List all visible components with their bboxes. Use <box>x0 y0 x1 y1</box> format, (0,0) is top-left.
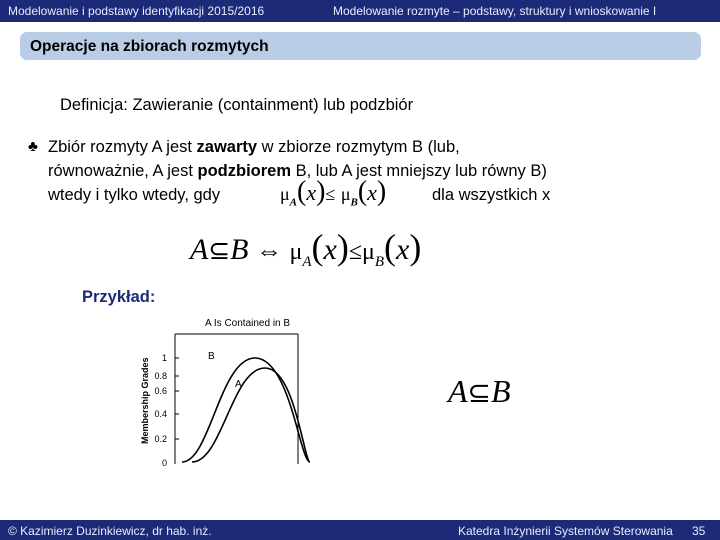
page-number: 35 <box>692 524 706 538</box>
inline-membership-inequality: $\mu_A(x)\le \mu_B(x)$ <box>280 176 387 209</box>
curve-a <box>192 368 310 462</box>
y-tick-0.4: 0.4 <box>154 409 167 419</box>
club-bullet-icon: ♣ <box>28 138 38 155</box>
header-bar <box>0 0 720 22</box>
slide-title: Operacje na zbiorach rozmytych <box>30 38 269 55</box>
definition-text: Definicja: Zawieranie (containment) lub podzbiór <box>60 96 414 114</box>
slide-title-box <box>20 32 701 60</box>
footer-bar <box>0 520 720 540</box>
curve-b <box>182 358 310 462</box>
containment-equivalence-formula: A⊆B ⇔ $\mu_A(x)\le\mu_B(x)$ <box>190 227 422 270</box>
bullet-line-1: Zbiór rozmyty A jest zawarty w zbiorze rozmytym B (lub, <box>48 138 460 156</box>
curve-label-b: B <box>208 351 215 362</box>
keyword-podzbiorem: podzbiorem <box>197 162 291 180</box>
figure-title: A Is Contained in B <box>205 318 291 329</box>
bullet-line-3-end: dla wszystkich x <box>432 186 551 204</box>
y-tick-1: 1 <box>161 353 167 363</box>
y-tick-0.8: 0.8 <box>154 371 167 381</box>
y-tick-0.6: 0.6 <box>154 386 167 396</box>
y-tick-0: 0 <box>161 458 167 468</box>
bullet-line-2: równoważnie, A jest podzbiorem B, lub A jest mniejszy lub równy B) <box>48 162 547 180</box>
bullet-line-3: wtedy i tylko wtedy, gdy <box>48 186 221 204</box>
example-label: Przykład: <box>82 288 156 306</box>
footer-department: Katedra Inżynierii Systemów Sterowania <box>458 524 673 538</box>
subset-formula: A⊆B <box>448 373 511 409</box>
figure-ylabel: Membership Grades <box>140 357 150 444</box>
footer-author: © Kazimierz Duzinkiewicz, dr hab. inż. <box>8 524 212 538</box>
header-course-title: Modelowanie i podstawy identyfikacji 2015/2016 <box>8 4 265 18</box>
y-tick-0.2: 0.2 <box>154 434 167 444</box>
header-lecture-title: Modelowanie rozmyte – podstawy, struktury i wnioskowanie I <box>333 4 657 18</box>
containment-example-figure <box>130 312 320 472</box>
curve-label-a: A <box>235 379 242 390</box>
keyword-zawarty: zawarty <box>196 138 258 156</box>
